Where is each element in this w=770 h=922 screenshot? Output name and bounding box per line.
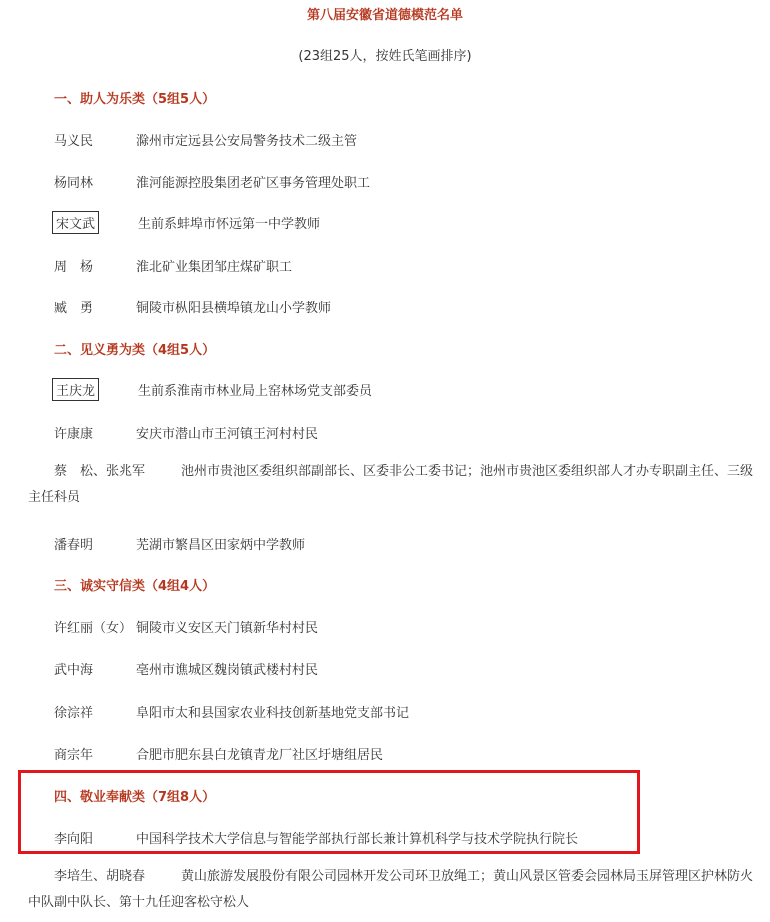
person-desc: 铜陵市义安区天门镇新华村村民 — [136, 621, 319, 636]
person-desc: 阜阳市太和县国家农业科技创新基地党支部书记 — [136, 706, 410, 721]
person-desc: 亳州市谯城区魏岗镇武楼村村民 — [136, 663, 319, 678]
person-name-boxed: 宋文武 — [52, 211, 99, 234]
person-desc: 芜湖市繁昌区田家炳中学教师 — [136, 538, 306, 553]
person-entry-wrapped — [28, 459, 758, 511]
person-name: 李向阳 — [54, 832, 94, 847]
person-desc: 中国科学技术大学信息与智能学部执行部长兼计算机科学与技术学院执行院长 — [136, 832, 579, 847]
person-name-boxed: 王庆龙 — [52, 378, 99, 401]
person-name: 武中海 — [54, 663, 94, 678]
person-name: 商宗年 — [54, 748, 94, 763]
person-name: 马义民 — [54, 134, 94, 149]
person-name: 臧 勇 — [54, 301, 94, 316]
person-desc: 生前系淮南市林业局上窑林场党支部委员 — [138, 384, 373, 399]
category-heading: 一、助人为乐类（5组5人） — [54, 92, 216, 107]
person-desc: 池州市贵池区委组织部副部长、区委非公工委书记；池州市贵池区委组织部人才办专职副主任、三级主任科员 — [28, 464, 754, 505]
person-entry-wrapped — [28, 864, 758, 916]
person-desc: 安庆市潜山市王河镇王河村村民 — [136, 427, 319, 442]
page-subtitle: (23组25人，按姓氏笔画排序) — [298, 49, 472, 64]
person-desc: 淮北矿业集团邹庄煤矿职工 — [136, 260, 293, 275]
category-heading: 三、诚实守信类（4组4人） — [54, 579, 216, 594]
person-name: 李培生、胡晓春 — [54, 869, 146, 884]
person-name: 潘春明 — [54, 538, 94, 553]
category-heading: 二、见义勇为类（4组5人） — [54, 343, 216, 358]
person-name: 蔡 松、张兆军 — [54, 464, 146, 479]
person-name: 许红丽（女） — [54, 621, 133, 636]
person-desc: 滁州市定远县公安局警务技术二级主管 — [136, 134, 358, 149]
page-title: 第八届安徽省道德模范名单 — [306, 8, 463, 23]
person-desc: 铜陵市枞阳县横埠镇龙山小学教师 — [136, 301, 332, 316]
person-desc: 淮河能源控股集团老矿区事务管理处职工 — [136, 176, 371, 191]
person-desc: 合肥市肥东县白龙镇青龙厂社区圩塘组居民 — [136, 748, 384, 763]
person-name: 徐淙祥 — [54, 706, 94, 721]
person-name: 周 杨 — [54, 260, 94, 275]
person-name: 许康康 — [54, 427, 94, 442]
person-desc: 生前系蚌埠市怀远第一中学教师 — [138, 217, 321, 232]
person-name: 杨同林 — [54, 176, 94, 191]
category-heading: 四、敬业奉献类（7组8人） — [54, 790, 216, 805]
person-desc: 黄山旅游发展股份有限公司园林开发公司环卫放绳工；黄山风景区管委会园林局玉屏管理区护林防火中队副中队长、第十九任迎客松守松人 — [28, 869, 754, 910]
